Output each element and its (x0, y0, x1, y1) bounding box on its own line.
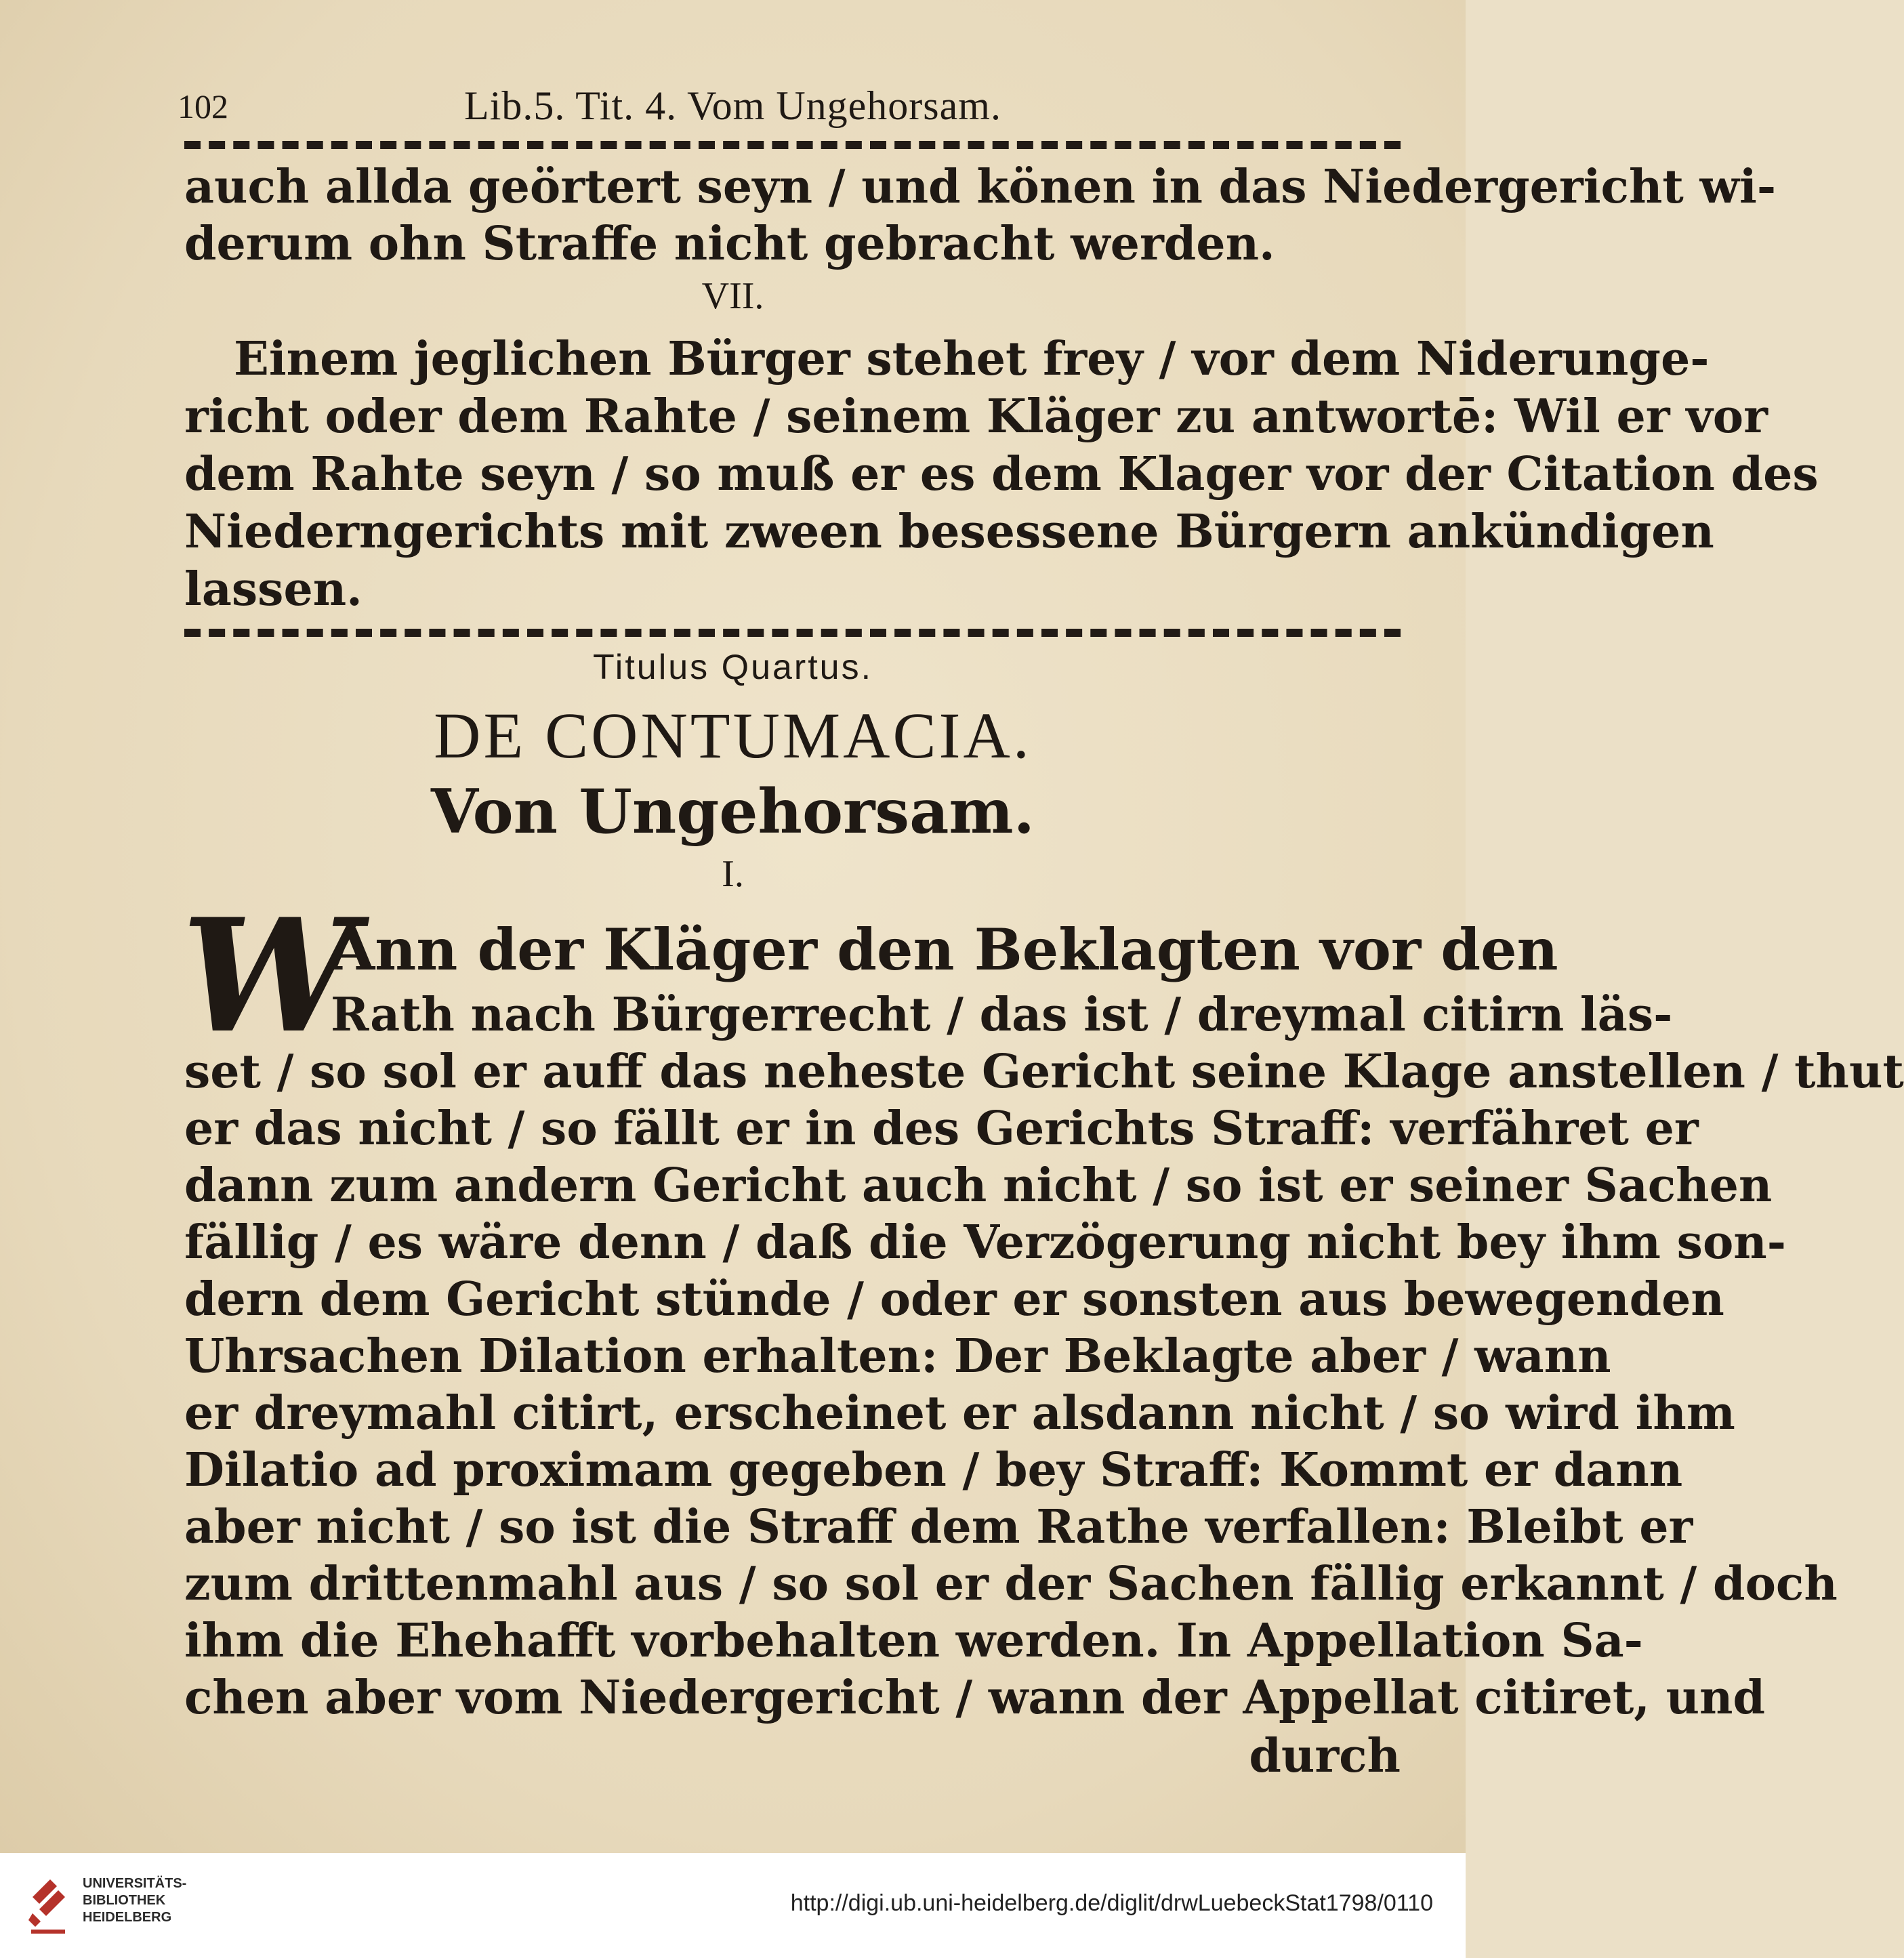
library-logo-icon (27, 1870, 75, 1938)
logo-line: BIBLIOTHEK (83, 1893, 166, 1908)
text-line: aber nicht / so ist die Straff dem Rathe verfallen: Bleibt er (184, 1500, 1693, 1554)
section-number: I. (722, 853, 744, 895)
text-line: lassen. (184, 562, 363, 617)
title-heading-german: Von Ungehorsam. (431, 776, 1035, 848)
text-line: auch allda geörtert seyn / und könen in das Niedergericht wi- (184, 160, 1777, 214)
text-line: fällig / es wäre denn / daß die Verzögerung nicht bey ihm son- (184, 1215, 1786, 1270)
text-line: chen aber vom Niedergericht / wann der Appellat citiret, und (184, 1671, 1766, 1725)
text-line: dern dem Gericht stünde / oder er sonsten aus bewegenden (184, 1272, 1724, 1327)
text-line: zum drittenmahl aus / so sol er der Sachen fällig erkannt / doch (184, 1557, 1838, 1611)
text-line: Ann der Kläger den Beklagten vor den (331, 916, 1558, 983)
logo-line: HEIDELBERG (83, 1910, 172, 1925)
text-line: Dilatio ad proximam gegeben / bey Straff: Kommt er dann (184, 1443, 1683, 1497)
section-rule (184, 629, 1401, 637)
text-line: Niederngerichts mit zween besessene Bürgern ankündigen (184, 505, 1714, 559)
header-rule (184, 141, 1401, 149)
running-title: Lib.5. Tit. 4. Vom Ungehorsam. (464, 83, 1001, 128)
section-number: VII. (701, 275, 764, 317)
logo-line: UNIVERSITÄTS- (83, 1876, 187, 1891)
text-line: derum ohn Straffe nicht gebracht werden. (184, 217, 1275, 271)
text-line: set / so sol er auff das neheste Gericht seine Klage anstellen / thut (184, 1045, 1904, 1099)
source-url-link[interactable]: http://digi.ub.uni-heidelberg.de/diglit/drwLuebeckStat1798/0110 (790, 1890, 1433, 1916)
text-line: er dreymahl citirt, erscheinet er alsdann nicht / so wird ihm (184, 1386, 1735, 1440)
title-heading-small: Titulus Quartus. (592, 648, 873, 687)
title-heading-large: DE CONTUMACIA. (434, 699, 1032, 772)
drop-cap: W (182, 885, 357, 1068)
catchword: durch (1249, 1729, 1401, 1783)
text-line: Einem jeglichen Bürger stehet frey / vor dem Niderunge- (234, 332, 1710, 386)
text-line: dem Rahte seyn / so muß er es dem Klager vor der Citation des (184, 447, 1819, 501)
text-line: dann zum andern Gericht auch nicht / so ist er seiner Sachen (184, 1159, 1773, 1213)
text-line: Rath nach Bürgerrecht / das ist / dreymal citirn läs- (331, 988, 1673, 1042)
text-line: er das nicht / so fällt er in des Gerichts Straff: verfähret er (184, 1102, 1699, 1156)
text-line: richt oder dem Rahte / seinem Kläger zu antwortē: Wil er vor (184, 390, 1768, 444)
page-number: 102 (178, 87, 228, 125)
text-line: ihm die Ehehafft vorbehalten werden. In Appellation Sa- (184, 1614, 1643, 1668)
library-logo-text (83, 1875, 186, 1926)
text-line: Uhrsachen Dilation erhalten: Der Beklagte aber / wann (184, 1329, 1611, 1383)
